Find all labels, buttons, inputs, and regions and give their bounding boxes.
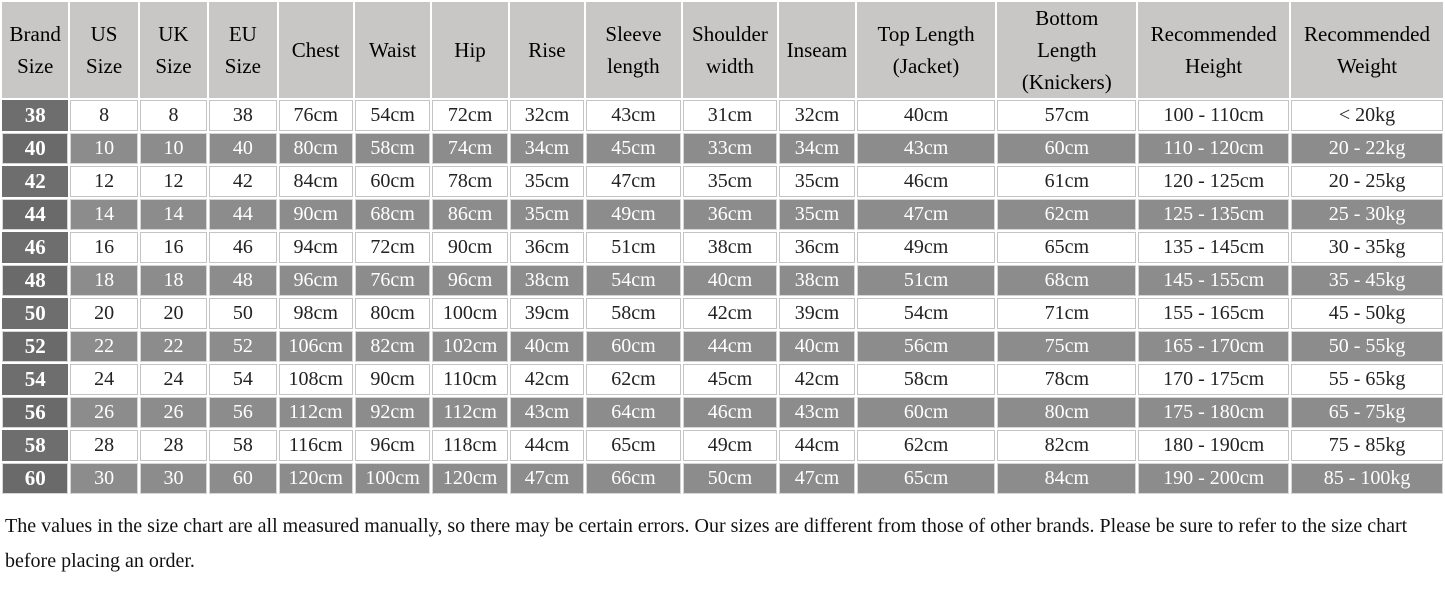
table-cell: 108cm <box>279 364 353 395</box>
table-cell: 165 - 170cm <box>1138 331 1289 362</box>
table-cell: 40cm <box>857 100 996 131</box>
column-header <box>432 2 507 98</box>
table-cell: 62cm <box>586 364 681 395</box>
table-cell: 68cm <box>355 199 430 230</box>
table-cell: 54 <box>209 364 276 395</box>
table-row <box>2 397 1443 428</box>
table-cell: 116cm <box>279 430 353 461</box>
table-row <box>2 331 1443 362</box>
column-header-line: Shoulder <box>692 22 768 46</box>
table-cell: 47cm <box>857 199 996 230</box>
column-header-line: Inseam <box>786 38 848 62</box>
table-cell: 60cm <box>857 397 996 428</box>
column-header <box>586 2 681 98</box>
table-cell: 8 <box>70 100 137 131</box>
table-cell: 51cm <box>586 232 681 263</box>
table-cell: 42cm <box>779 364 854 395</box>
column-header <box>70 2 137 98</box>
table-cell: 110 - 120cm <box>1138 133 1289 164</box>
column-header-line: Weight <box>1336 54 1398 78</box>
table-cell: 31cm <box>683 100 778 131</box>
table-row <box>2 100 1443 131</box>
table-row <box>2 232 1443 263</box>
table-cell: 110cm <box>432 364 507 395</box>
column-header <box>209 2 276 98</box>
table-cell: 48 <box>209 265 276 296</box>
table-cell: 100cm <box>432 298 507 329</box>
column-header <box>1138 2 1289 98</box>
table-cell: 35cm <box>779 199 854 230</box>
table-cell: 50cm <box>683 463 778 494</box>
table-cell: 47cm <box>779 463 854 494</box>
table-cell: 80cm <box>355 298 430 329</box>
table-cell: 43cm <box>857 133 996 164</box>
column-header <box>683 2 778 98</box>
table-cell: 34cm <box>510 133 584 164</box>
table-cell: 8 <box>140 100 207 131</box>
column-header <box>779 2 854 98</box>
column-header-line: Size <box>17 54 54 78</box>
table-cell: 58cm <box>857 364 996 395</box>
column-header-line: US <box>90 22 118 46</box>
column-header-line: Size <box>85 54 123 78</box>
table-cell: 98cm <box>279 298 353 329</box>
column-header-line: Hip <box>454 38 486 62</box>
column-header <box>279 2 353 98</box>
table-cell: 39cm <box>510 298 584 329</box>
table-cell: 30 <box>70 463 137 494</box>
column-header <box>140 2 207 98</box>
table-cell: 175 - 180cm <box>1138 397 1289 428</box>
table-cell: 44cm <box>510 430 584 461</box>
column-header-line: (Jacket) <box>892 54 960 78</box>
table-row <box>2 133 1443 164</box>
table-cell: 84cm <box>279 166 353 197</box>
table-cell: 30 - 35kg <box>1291 232 1443 263</box>
table-cell: 75cm <box>997 331 1136 362</box>
table-cell: 14 <box>140 199 207 230</box>
table-cell: 71cm <box>997 298 1136 329</box>
table-cell: 106cm <box>279 331 353 362</box>
table-cell: 35cm <box>683 166 778 197</box>
table-cell: 65cm <box>997 232 1136 263</box>
table-cell: 12 <box>140 166 207 197</box>
table-body <box>2 100 1443 494</box>
column-header-line: EU <box>228 22 257 46</box>
column-header-line: Recommended <box>1304 22 1430 46</box>
table-cell: 44cm <box>683 331 778 362</box>
table-cell: 22 <box>70 331 137 362</box>
table-cell: 100cm <box>355 463 430 494</box>
table-row <box>2 298 1443 329</box>
column-header <box>1291 2 1443 98</box>
table-cell: 65 - 75kg <box>1291 397 1443 428</box>
column-header <box>510 2 584 98</box>
table-cell: 54cm <box>355 100 430 131</box>
table-cell: 58 <box>209 430 276 461</box>
table-cell: 14 <box>70 199 137 230</box>
table-cell: 51cm <box>857 265 996 296</box>
table-cell: 102cm <box>432 331 507 362</box>
table-row <box>2 199 1443 230</box>
table-cell: 112cm <box>279 397 353 428</box>
table-cell: 33cm <box>683 133 778 164</box>
table-cell: 18 <box>140 265 207 296</box>
table-cell: 78cm <box>997 364 1136 395</box>
column-header-line: Size <box>224 54 261 78</box>
table-cell: 36cm <box>510 232 584 263</box>
table-cell: 76cm <box>355 265 430 296</box>
table-cell: 125 - 135cm <box>1138 199 1289 230</box>
table-cell: 18 <box>70 265 137 296</box>
table-cell: 76cm <box>279 100 353 131</box>
brand-size-cell: 52 <box>2 331 68 362</box>
table-cell: 43cm <box>510 397 584 428</box>
table-cell: 120cm <box>279 463 353 494</box>
table-cell: 22 <box>140 331 207 362</box>
table-cell: 44 <box>209 199 276 230</box>
table-cell: 60cm <box>997 133 1136 164</box>
table-cell: 82cm <box>997 430 1136 461</box>
table-cell: 30 <box>140 463 207 494</box>
table-row <box>2 166 1443 197</box>
table-cell: 72cm <box>355 232 430 263</box>
column-header-line: Recommended <box>1150 22 1277 46</box>
column-header-line: Bottom <box>1035 6 1099 30</box>
table-cell: 60cm <box>355 166 430 197</box>
table-cell: 49cm <box>683 430 778 461</box>
column-header-line: Waist <box>368 38 417 62</box>
table-cell: 16 <box>140 232 207 263</box>
table-cell: 57cm <box>997 100 1136 131</box>
table-cell: 25 - 30kg <box>1291 199 1443 230</box>
table-cell: 65cm <box>857 463 996 494</box>
brand-size-cell: 56 <box>2 397 68 428</box>
brand-size-cell: 58 <box>2 430 68 461</box>
table-cell: 155 - 165cm <box>1138 298 1289 329</box>
table-cell: 32cm <box>510 100 584 131</box>
table-cell: 145 - 155cm <box>1138 265 1289 296</box>
table-cell: 45 - 50kg <box>1291 298 1443 329</box>
table-cell: 40cm <box>683 265 778 296</box>
table-cell: 35cm <box>510 166 584 197</box>
brand-size-cell: 42 <box>2 166 68 197</box>
table-cell: 66cm <box>586 463 681 494</box>
table-cell: 45cm <box>683 364 778 395</box>
table-cell: 90cm <box>279 199 353 230</box>
table-row <box>2 364 1443 395</box>
table-cell: 44cm <box>779 430 854 461</box>
table-cell: 118cm <box>432 430 507 461</box>
table-cell: 49cm <box>857 232 996 263</box>
brand-size-cell: 50 <box>2 298 68 329</box>
table-cell: 190 - 200cm <box>1138 463 1289 494</box>
table-cell: 120cm <box>432 463 507 494</box>
table-cell: 46 <box>209 232 276 263</box>
table-row <box>2 463 1443 494</box>
table-cell: 56 <box>209 397 276 428</box>
column-header-line: Brand <box>9 22 61 46</box>
table-cell: 135 - 145cm <box>1138 232 1289 263</box>
column-header-line: length <box>607 54 660 78</box>
table-cell: 32cm <box>779 100 854 131</box>
table-cell: 42cm <box>683 298 778 329</box>
table-cell: 38cm <box>510 265 584 296</box>
table-cell: 35 - 45kg <box>1291 265 1443 296</box>
table-cell: 90cm <box>432 232 507 263</box>
table-cell: 40cm <box>779 331 854 362</box>
table-cell: 60 <box>209 463 276 494</box>
column-header-line: Size <box>155 54 192 78</box>
table-cell: 10 <box>140 133 207 164</box>
column-header-line: Length <box>1037 38 1097 62</box>
table-cell: 20 - 25kg <box>1291 166 1443 197</box>
table-cell: 35cm <box>779 166 854 197</box>
column-header-line: (Knickers) <box>1021 70 1112 94</box>
table-cell: 58cm <box>586 298 681 329</box>
table-cell: 62cm <box>997 199 1136 230</box>
table-cell: 20 <box>70 298 137 329</box>
column-header-line: Rise <box>528 38 566 62</box>
column-header-line: Top Length <box>877 22 975 46</box>
column-header-line: Chest <box>291 38 340 62</box>
column-header <box>2 2 68 98</box>
table-cell: 45cm <box>586 133 681 164</box>
table-cell: 180 - 190cm <box>1138 430 1289 461</box>
table-cell: 56cm <box>857 331 996 362</box>
brand-size-cell: 54 <box>2 364 68 395</box>
table-cell: 90cm <box>355 364 430 395</box>
table-cell: 50 - 55kg <box>1291 331 1443 362</box>
table-cell: 36cm <box>779 232 854 263</box>
column-header <box>355 2 430 98</box>
table-cell: 38cm <box>683 232 778 263</box>
table-cell: 39cm <box>779 298 854 329</box>
table-cell: 54cm <box>586 265 681 296</box>
brand-size-cell: 40 <box>2 133 68 164</box>
table-cell: 47cm <box>586 166 681 197</box>
table-cell: 74cm <box>432 133 507 164</box>
table-cell: 12 <box>70 166 137 197</box>
table-cell: 38 <box>209 100 276 131</box>
table-cell: 26 <box>70 397 137 428</box>
table-cell: 20 - 22kg <box>1291 133 1443 164</box>
table-cell: 38cm <box>779 265 854 296</box>
column-header-line: Sleeve <box>605 22 662 46</box>
table-cell: 96cm <box>279 265 353 296</box>
column-header <box>997 2 1136 98</box>
column-header <box>857 2 996 98</box>
column-header-line: Height <box>1185 54 1243 78</box>
table-cell: 50 <box>209 298 276 329</box>
table-cell: 40 <box>209 133 276 164</box>
column-header-line: UK <box>158 22 189 46</box>
table-cell: 54cm <box>857 298 996 329</box>
table-cell: 61cm <box>997 166 1136 197</box>
table-cell: 49cm <box>586 199 681 230</box>
brand-size-cell: 48 <box>2 265 68 296</box>
header-row <box>2 2 1443 98</box>
table-cell: 72cm <box>432 100 507 131</box>
table-cell: 46cm <box>857 166 996 197</box>
table-cell: 96cm <box>432 265 507 296</box>
brand-size-cell: 38 <box>2 100 68 131</box>
table-cell: 35cm <box>510 199 584 230</box>
table-cell: 28 <box>70 430 137 461</box>
table-cell: 43cm <box>586 100 681 131</box>
table-cell: 55 - 65kg <box>1291 364 1443 395</box>
table-cell: 82cm <box>355 331 430 362</box>
table-cell: 28 <box>140 430 207 461</box>
table-cell: 75 - 85kg <box>1291 430 1443 461</box>
table-cell: 86cm <box>432 199 507 230</box>
column-header-line: width <box>706 54 754 78</box>
table-cell: < 20kg <box>1291 100 1443 131</box>
table-cell: 80cm <box>279 133 353 164</box>
table-cell: 170 - 175cm <box>1138 364 1289 395</box>
table-row <box>2 430 1443 461</box>
table-cell: 60cm <box>586 331 681 362</box>
table-cell: 24 <box>70 364 137 395</box>
table-cell: 34cm <box>779 133 854 164</box>
table-row <box>2 265 1443 296</box>
brand-size-cell: 60 <box>2 463 68 494</box>
table-cell: 43cm <box>779 397 854 428</box>
table-cell: 68cm <box>997 265 1136 296</box>
table-cell: 47cm <box>510 463 584 494</box>
table-cell: 100 - 110cm <box>1138 100 1289 131</box>
table-cell: 96cm <box>355 430 430 461</box>
table-cell: 62cm <box>857 430 996 461</box>
table-cell: 94cm <box>279 232 353 263</box>
brand-size-cell: 46 <box>2 232 68 263</box>
table-cell: 84cm <box>997 463 1136 494</box>
table-cell: 10 <box>70 133 137 164</box>
table-cell: 20 <box>140 298 207 329</box>
table-cell: 80cm <box>997 397 1136 428</box>
disclaimer-note: The values in the size chart are all measured manually, so there may be certain errors. Our sizes are different from those of other brands. Please be sure to refer to the size chart before placing an order. <box>5 515 1408 572</box>
table-cell: 78cm <box>432 166 507 197</box>
table-cell: 52 <box>209 331 276 362</box>
brand-size-cell: 44 <box>2 199 68 230</box>
table-cell: 120 - 125cm <box>1138 166 1289 197</box>
table-cell: 64cm <box>586 397 681 428</box>
table-cell: 16 <box>70 232 137 263</box>
table-cell: 46cm <box>683 397 778 428</box>
table-cell: 36cm <box>683 199 778 230</box>
table-cell: 24 <box>140 364 207 395</box>
table-cell: 40cm <box>510 331 584 362</box>
table-cell: 65cm <box>586 430 681 461</box>
table-cell: 42 <box>209 166 276 197</box>
table-cell: 85 - 100kg <box>1291 463 1443 494</box>
table-cell: 112cm <box>432 397 507 428</box>
table-cell: 92cm <box>355 397 430 428</box>
table-cell: 26 <box>140 397 207 428</box>
table-cell: 42cm <box>510 364 584 395</box>
table-cell: 58cm <box>355 133 430 164</box>
